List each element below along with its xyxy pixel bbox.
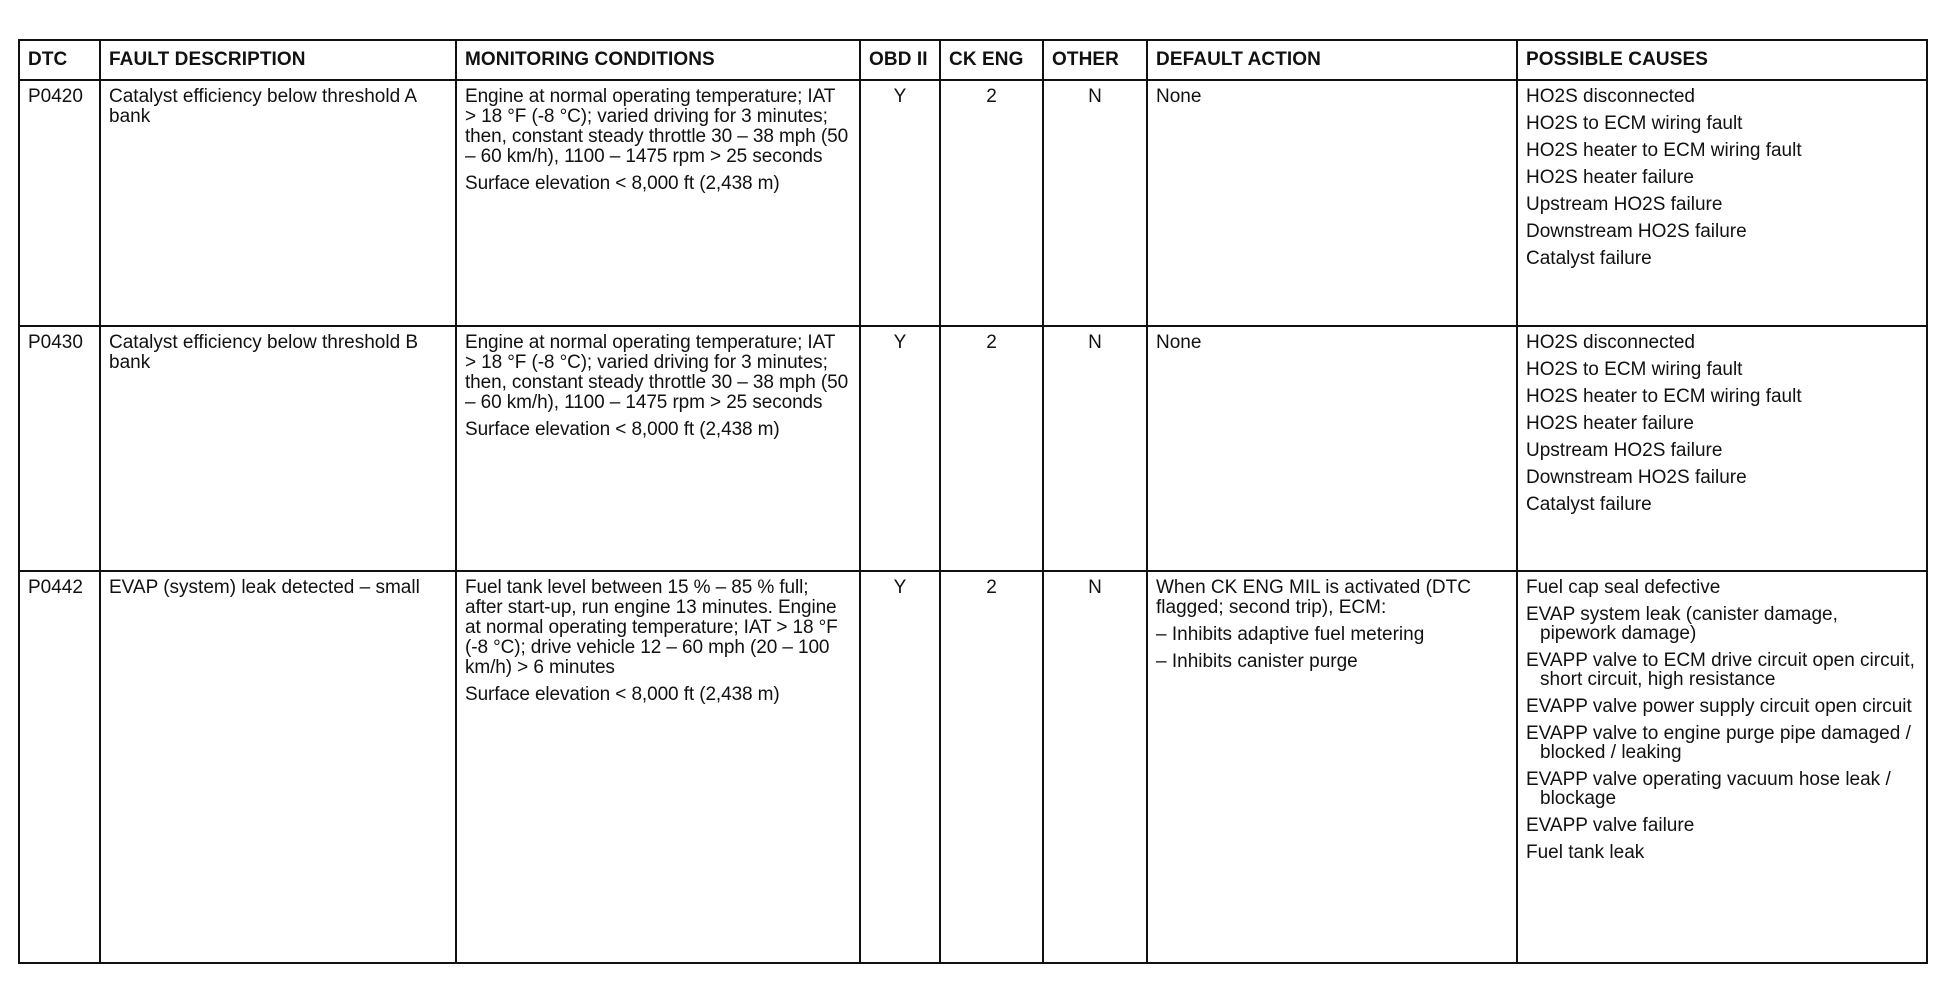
default-action-item: – Inhibits canister purge	[1156, 651, 1358, 672]
other-cell: N	[1043, 80, 1147, 326]
possible-cause-item: Downstream HO2S failure	[1526, 467, 1747, 488]
monitoring-condition-text: Surface elevation < 8,000 ft (2,438 m)	[465, 173, 780, 194]
obd2-cell: Y	[860, 80, 940, 326]
possible-causes-cell	[1517, 571, 1927, 963]
header-possible-causes: POSSIBLE CAUSES	[1517, 40, 1927, 80]
fault-description-cell: Catalyst efficiency below threshold B bank	[100, 326, 456, 571]
default-action-intro: None	[1156, 86, 1202, 107]
other-cell: N	[1043, 571, 1147, 963]
possible-cause-item: HO2S heater to ECM wiring fault	[1526, 140, 1802, 161]
possible-cause-item: Upstream HO2S failure	[1526, 194, 1723, 215]
monitoring-condition-text: Engine at normal operating temperature; IAT > 18 °F (-8 °C); varied driving for 3 minutes; then, constant steady throttle 30 – 38 mph (50 – 60 km/h), 1100 – 1475 rpm > 25 seconds	[465, 86, 849, 167]
other-cell: N	[1043, 326, 1147, 571]
monitoring-conditions-cell	[456, 571, 860, 963]
possible-cause-item: EVAPP valve failure	[1526, 815, 1695, 836]
dtc-table	[18, 39, 1928, 964]
default-action-cell	[1147, 571, 1517, 963]
header-other: OTHER	[1043, 40, 1147, 80]
possible-cause-item: EVAPP valve power supply circuit open circuit	[1526, 696, 1912, 717]
possible-cause-item: Catalyst failure	[1526, 494, 1652, 515]
default-action-intro: None	[1156, 332, 1202, 353]
header-obd2: OBD II	[860, 40, 940, 80]
monitoring-conditions-cell	[456, 80, 860, 326]
ck-eng-cell: 2	[940, 571, 1043, 963]
default-action-cell	[1147, 326, 1517, 571]
default-action-intro: When CK ENG MIL is activated (DTC flagged; second trip), ECM:	[1156, 577, 1477, 618]
default-action-cell	[1147, 80, 1517, 326]
header-ck-eng: CK ENG	[940, 40, 1043, 80]
possible-cause-item: EVAPP valve to ECM drive circuit open circuit, short circuit, high resistance	[1526, 650, 1915, 690]
table-row	[19, 571, 1927, 963]
monitoring-conditions-cell	[456, 326, 860, 571]
possible-cause-item: EVAPP valve operating vacuum hose leak / blockage	[1526, 769, 1891, 809]
obd2-cell: Y	[860, 326, 940, 571]
monitoring-condition-text: Surface elevation < 8,000 ft (2,438 m)	[465, 684, 780, 705]
ck-eng-cell: 2	[940, 326, 1043, 571]
possible-cause-item: EVAPP valve to engine purge pipe damaged / blocked / leaking	[1526, 723, 1911, 763]
dtc-code-cell: P0430	[19, 326, 100, 571]
possible-cause-item: EVAP system leak (canister damage, pipework damage)	[1526, 604, 1838, 644]
dtc-code-cell: P0442	[19, 571, 100, 963]
ck-eng-cell: 2	[940, 80, 1043, 326]
header-default-action: DEFAULT ACTION	[1147, 40, 1517, 80]
monitoring-condition-text: Engine at normal operating temperature; IAT > 18 °F (-8 °C); varied driving for 3 minutes; then, constant steady throttle 30 – 38 mph (50 – 60 km/h), 1100 – 1475 rpm > 25 seconds	[465, 332, 849, 413]
header-monitoring-conditions: MONITORING CONDITIONS	[456, 40, 860, 80]
possible-cause-item: HO2S to ECM wiring fault	[1526, 113, 1743, 134]
possible-causes-cell	[1517, 80, 1927, 326]
table-row	[19, 326, 1927, 571]
possible-cause-item: HO2S disconnected	[1526, 332, 1695, 353]
possible-causes-cell	[1517, 326, 1927, 571]
possible-cause-item: HO2S to ECM wiring fault	[1526, 359, 1743, 380]
default-action-item: – Inhibits adaptive fuel metering	[1156, 624, 1425, 645]
possible-cause-item: HO2S heater to ECM wiring fault	[1526, 386, 1802, 407]
monitoring-condition-text: Surface elevation < 8,000 ft (2,438 m)	[465, 419, 780, 440]
obd2-cell: Y	[860, 571, 940, 963]
possible-cause-item: HO2S disconnected	[1526, 86, 1695, 107]
table-row	[19, 80, 1927, 326]
possible-cause-item: Catalyst failure	[1526, 248, 1652, 269]
fault-description-cell: Catalyst efficiency below threshold A bank	[100, 80, 456, 326]
header-row	[19, 40, 1927, 80]
possible-cause-item: HO2S heater failure	[1526, 413, 1694, 434]
dtc-code-cell: P0420	[19, 80, 100, 326]
possible-cause-item: Upstream HO2S failure	[1526, 440, 1723, 461]
possible-cause-item: Fuel tank leak	[1526, 842, 1645, 863]
fault-description-cell: EVAP (system) leak detected – small	[100, 571, 456, 963]
possible-cause-item: Fuel cap seal defective	[1526, 577, 1721, 598]
header-fault-description: FAULT DESCRIPTION	[100, 40, 456, 80]
header-dtc: DTC	[19, 40, 100, 80]
monitoring-condition-text: Fuel tank level between 15 % – 85 % full; after start-up, run engine 13 minutes. Engine at normal operating temperature; IAT > 18 °F (-8 °C); drive vehicle 12 – 60 mph (20 – 100 km/h) > 6 minutes	[465, 577, 838, 678]
possible-cause-item: HO2S heater failure	[1526, 167, 1694, 188]
possible-cause-item: Downstream HO2S failure	[1526, 221, 1747, 242]
